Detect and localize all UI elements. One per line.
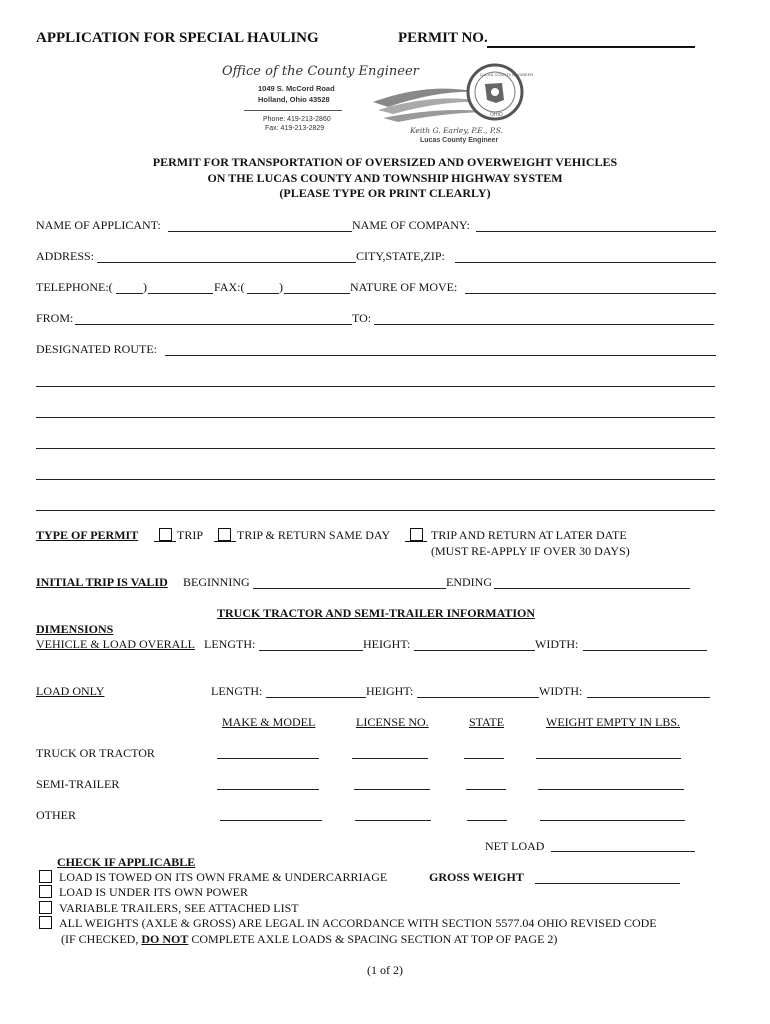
- check-applicable-title: CHECK IF APPLICABLE: [57, 855, 196, 869]
- col-license-no: LICENSE NO.: [356, 715, 429, 729]
- route-line[interactable]: [36, 479, 715, 480]
- trip-return-same-day-label: TRIP & RETURN SAME DAY: [237, 528, 391, 542]
- trip-label: TRIP: [177, 528, 204, 542]
- semi-state-field[interactable]: [466, 789, 506, 790]
- row-truck-label: TRUCK OR TRACTOR: [36, 746, 155, 760]
- address-field[interactable]: [97, 262, 356, 263]
- ending-field[interactable]: [494, 588, 690, 589]
- beginning-label: BEGINNING: [183, 575, 250, 589]
- overall-height-label: HEIGHT:: [363, 637, 411, 651]
- overall-width-label: WIDTH:: [535, 637, 579, 651]
- reapply-note: (MUST RE-APPLY IF OVER 30 DAYS): [431, 544, 630, 558]
- net-load-label: NET LOAD: [485, 839, 545, 853]
- engineer-signature: Keith G. Earley, P.E., P.S.: [410, 126, 504, 135]
- nature-field[interactable]: [465, 293, 716, 294]
- logo-divider: [244, 110, 342, 111]
- city-state-zip-label: CITY,STATE,ZIP:: [356, 249, 445, 263]
- fax-paren: ): [279, 280, 283, 294]
- load-width-label: WIDTH:: [539, 684, 583, 698]
- col-make-model: MAKE & MODEL: [222, 715, 316, 729]
- intro-line-1: PERMIT FOR TRANSPORTATION OF OVERSIZED AND OVERWEIGHT VEHICLES: [152, 155, 618, 169]
- col-weight-empty: WEIGHT EMPTY IN LBS.: [546, 715, 680, 729]
- name-company-label: NAME OF COMPANY:: [352, 218, 470, 232]
- load-height-label: HEIGHT:: [366, 684, 414, 698]
- other-make-field[interactable]: [220, 820, 322, 821]
- permit-type-label: TYPE OF PERMIT: [36, 528, 139, 542]
- towed-checkbox[interactable]: [39, 870, 52, 883]
- other-license-field[interactable]: [355, 820, 431, 821]
- own-power-checkbox[interactable]: [39, 885, 52, 898]
- note-do-not: DO NOT: [141, 932, 189, 946]
- truck-state-field[interactable]: [464, 758, 504, 759]
- overall-length-label: LENGTH:: [204, 637, 256, 651]
- telephone-paren: ): [143, 280, 147, 294]
- county-engineer-logo: [218, 62, 534, 152]
- seal-text: LUCAS COUNTY ENGINEER: [480, 72, 534, 77]
- variable-trailers-label: VARIABLE TRAILERS, SEE ATTACHED LIST: [59, 901, 299, 915]
- truck-weight-field[interactable]: [536, 758, 681, 759]
- ending-label: ENDING: [446, 575, 492, 589]
- load-height-field[interactable]: [417, 697, 539, 698]
- towed-label: LOAD IS TOWED ON ITS OWN FRAME & UNDERCARRIAGE: [59, 870, 388, 884]
- logo-address2: Holland, Ohio 43528: [258, 95, 330, 104]
- fax-label: FAX:(: [214, 280, 245, 294]
- variable-trailers-checkbox[interactable]: [39, 901, 52, 914]
- permit-no-label: PERMIT NO.: [398, 30, 488, 46]
- other-state-field[interactable]: [467, 820, 507, 821]
- name-company-field[interactable]: [476, 231, 716, 232]
- from-field[interactable]: [75, 324, 352, 325]
- fax-area-field[interactable]: [247, 293, 279, 294]
- beginning-field[interactable]: [253, 588, 446, 589]
- net-load-field[interactable]: [551, 851, 695, 852]
- checkbox-underline: [214, 541, 236, 542]
- legal-weights-label: ALL WEIGHTS (AXLE & GROSS) ARE LEGAL IN ACCORDANCE WITH SECTION 5577.04 OHIO REVISED CODE: [59, 916, 657, 930]
- name-applicant-label: NAME OF APPLICANT:: [36, 218, 161, 232]
- logo-office-name: Office of the County Engineer: [222, 64, 419, 79]
- col-state: STATE: [469, 715, 505, 729]
- to-field[interactable]: [374, 324, 714, 325]
- telephone-area-field[interactable]: [116, 293, 143, 294]
- to-label: TO:: [352, 311, 372, 325]
- intro-line-3: (PLEASE TYPE OR PRINT CLEARLY): [279, 186, 491, 200]
- initial-trip-label: INITIAL TRIP IS VALID: [36, 575, 168, 589]
- other-weight-field[interactable]: [540, 820, 685, 821]
- name-applicant-field[interactable]: [168, 231, 352, 232]
- note-suffix: COMPLETE AXLE LOADS & SPACING SECTION AT TOP OF PAGE 2): [191, 932, 558, 946]
- overall-width-field[interactable]: [583, 650, 707, 651]
- overall-height-field[interactable]: [414, 650, 535, 651]
- seal-state: OHIO: [490, 112, 503, 118]
- load-width-field[interactable]: [587, 697, 710, 698]
- telephone-label: TELEPHONE:(: [36, 280, 113, 294]
- route-line[interactable]: [36, 448, 715, 449]
- engineer-title: Lucas County Engineer: [420, 137, 499, 144]
- page-number: (1 of 2): [367, 963, 403, 977]
- checkbox-underline: [405, 541, 427, 542]
- trip-return-same-day-checkbox[interactable]: [218, 528, 231, 541]
- own-power-label: LOAD IS UNDER ITS OWN POWER: [59, 885, 248, 899]
- logo-phone: Phone: 419-213-2860: [263, 116, 331, 123]
- load-length-label: LENGTH:: [211, 684, 263, 698]
- dimensions-label: DIMENSIONS: [36, 622, 114, 636]
- trip-checkbox[interactable]: [159, 528, 172, 541]
- route-label: DESIGNATED ROUTE:: [36, 342, 157, 356]
- gross-weight-field[interactable]: [535, 883, 680, 884]
- trip-return-later-label: TRIP AND RETURN AT LATER DATE: [431, 528, 627, 542]
- legal-weights-checkbox[interactable]: [39, 916, 52, 929]
- semi-make-field[interactable]: [217, 789, 319, 790]
- legal-weights-note: [61, 932, 557, 947]
- truck-make-field[interactable]: [217, 758, 319, 759]
- overall-length-field[interactable]: [259, 650, 363, 651]
- intro-line-2: ON THE LUCAS COUNTY AND TOWNSHIP HIGHWAY SYSTEM: [207, 171, 563, 185]
- vehicle-load-overall-label: VEHICLE & LOAD OVERALL: [36, 637, 195, 651]
- route-field[interactable]: [165, 355, 716, 356]
- load-only-label: LOAD ONLY: [36, 684, 105, 698]
- city-state-zip-field[interactable]: [455, 262, 716, 263]
- route-line[interactable]: [36, 417, 715, 418]
- route-line[interactable]: [36, 510, 715, 511]
- truck-license-field[interactable]: [352, 758, 428, 759]
- row-semi-label: SEMI-TRAILER: [36, 777, 120, 791]
- fax-field[interactable]: [284, 293, 350, 294]
- row-other-label: OTHER: [36, 808, 76, 822]
- permit-no-field[interactable]: [487, 46, 695, 48]
- load-length-field[interactable]: [266, 697, 366, 698]
- semi-license-field[interactable]: [354, 789, 430, 790]
- checkbox-underline: [154, 541, 176, 542]
- from-label: FROM:: [36, 311, 74, 325]
- logo-address1: 1049 S. McCord Road: [258, 84, 335, 93]
- gross-weight-label: GROSS WEIGHT: [429, 870, 524, 884]
- truck-section-title: TRUCK TRACTOR AND SEMI-TRAILER INFORMATION: [217, 606, 536, 620]
- note-prefix: (IF CHECKED,: [61, 932, 139, 946]
- route-line[interactable]: [36, 386, 715, 387]
- logo-fax: Fax: 419-213-2829: [265, 125, 325, 132]
- nature-label: NATURE OF MOVE:: [350, 280, 458, 294]
- semi-weight-field[interactable]: [538, 789, 684, 790]
- trip-return-later-checkbox[interactable]: [410, 528, 423, 541]
- address-label: ADDRESS:: [36, 249, 95, 263]
- form-title: APPLICATION FOR SPECIAL HAULING: [36, 30, 319, 46]
- telephone-field[interactable]: [148, 293, 213, 294]
